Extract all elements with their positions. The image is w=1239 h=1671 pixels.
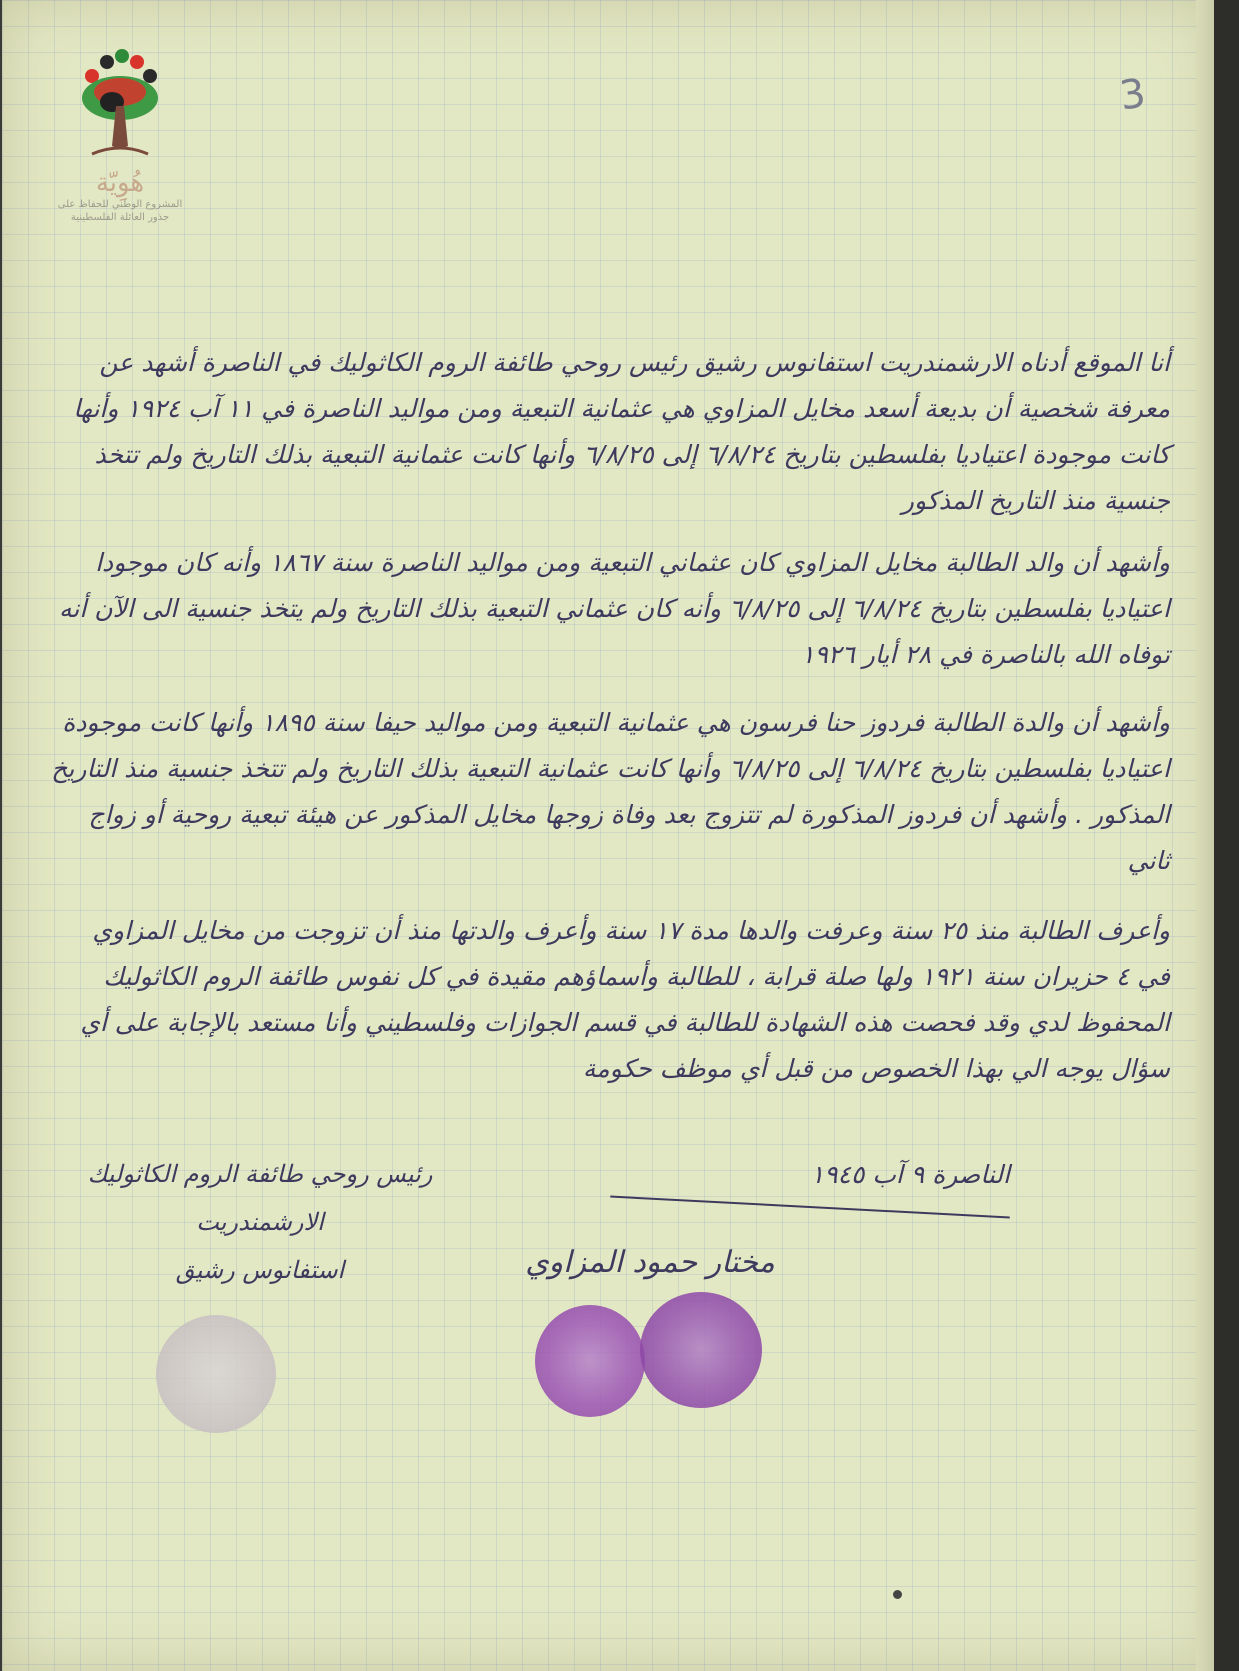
paragraph-2: وأشهد أن والد الطالبة مخايل المزاوي كان عثماني التبعية ومن مواليد الناصرة سنة ١٨٦٧ وأنه كان موجودا اعتياديا بفلسطين بتاريخ ٦/٨/٢٤ إلى ٦/٨/٢٥ وأنه كان عثماني التبعية بذلك التاريخ ولم يتخذ جنسية الى الآن أنه توفاه الله بالناصرة في ٢٨ أيار ١٩٢٦ — [59, 548, 1170, 669]
paragraph-3: وأشهد أن والدة الطالبة فردوز حنا فرسون هي عثمانية التبعية ومن مواليد حيفا سنة ١٨٩٥ وأنها كانت موجودة اعتياديا بفلسطين بتاريخ ٦/٨/٢٤ إلى ٦/٨/٢٥ وأنها كانت عثمانية التبعية بذلك التاريخ ولم تتخذ جنسية منذ التاريخ المذكور . وأشهد أن فردوز المذكورة لم تتزوج بعد وفاة زوجها مخايل المذكور عن هيئة تبعية روحية أو زواج ثاني — [51, 708, 1170, 875]
letter-date: الناصرة ٩ آب ١٩٤٥ — [810, 1160, 1010, 1189]
scan-edge — [1214, 0, 1239, 1671]
date-line — [610, 1160, 1010, 1189]
purple-seal-left — [535, 1305, 645, 1417]
logo-title: هُوِيّة — [95, 168, 145, 198]
page-fold — [1196, 0, 1214, 1671]
signatory-rank: الارشمندريت — [196, 1208, 324, 1236]
logo-subtitle-1: المشروع الوطني للحفاظ على — [57, 199, 183, 210]
mukhtar-signature: مختار حمود المزاوي — [525, 1245, 775, 1280]
signatory-block — [50, 1150, 470, 1294]
page-number: 3 — [1116, 70, 1149, 120]
purple-seal-right — [640, 1292, 762, 1408]
tree-logo-icon — [72, 46, 168, 166]
embossed-seal — [156, 1315, 276, 1433]
ink-spot — [893, 1590, 902, 1599]
signatory-title: رئيس روحي طائفة الروم الكاثوليك — [87, 1160, 433, 1188]
paragraph-4: وأعرف الطالبة منذ ٢٥ سنة وعرفت والدها مدة ١٧ سنة وأعرف والدتها منذ أن تزوجت من مخايل المزاوي في ٤ حزيران سنة ١٩٢١ ولها صلة قرابة ، للطالبة وأسماؤهم مقيدة في كل نفوس طائفة الروم الكاثوليك المحفوظ لدي وقد فحصت هذه الشهادة للطالبة في قسم الجوازات وفلسطيني وأنا مستعد بالإجابة على أي سؤال يوجه الي بهذا الخصوص من قبل أي موظف حكومة — [80, 916, 1170, 1083]
logo-subtitle-2: جذور العائلة الفلسطينية — [70, 212, 170, 223]
organization-logo — [54, 46, 186, 256]
paragraph-1: أنا الموقع أدناه الارشمندريت استفانوس رشيق رئيس روحي طائفة الروم الكاثوليك في الناصرة أشهد عن معرفة شخصية أن بديعة أسعد مخايل المزاوي هي عثمانية التبعية ومن مواليد الناصرة في ١١ آب ١٩٢٤ وأنها كانت موجودة اعتياديا بفلسطين بتاريخ ٦/٨/٢٤ إلى ٦/٨/٢٥ وأنها كانت عثمانية التبعية بذلك التاريخ ولم تتخذ جنسية منذ التاريخ المذكور — [73, 348, 1170, 515]
signatory-name: استفانوس رشيق — [175, 1256, 345, 1284]
